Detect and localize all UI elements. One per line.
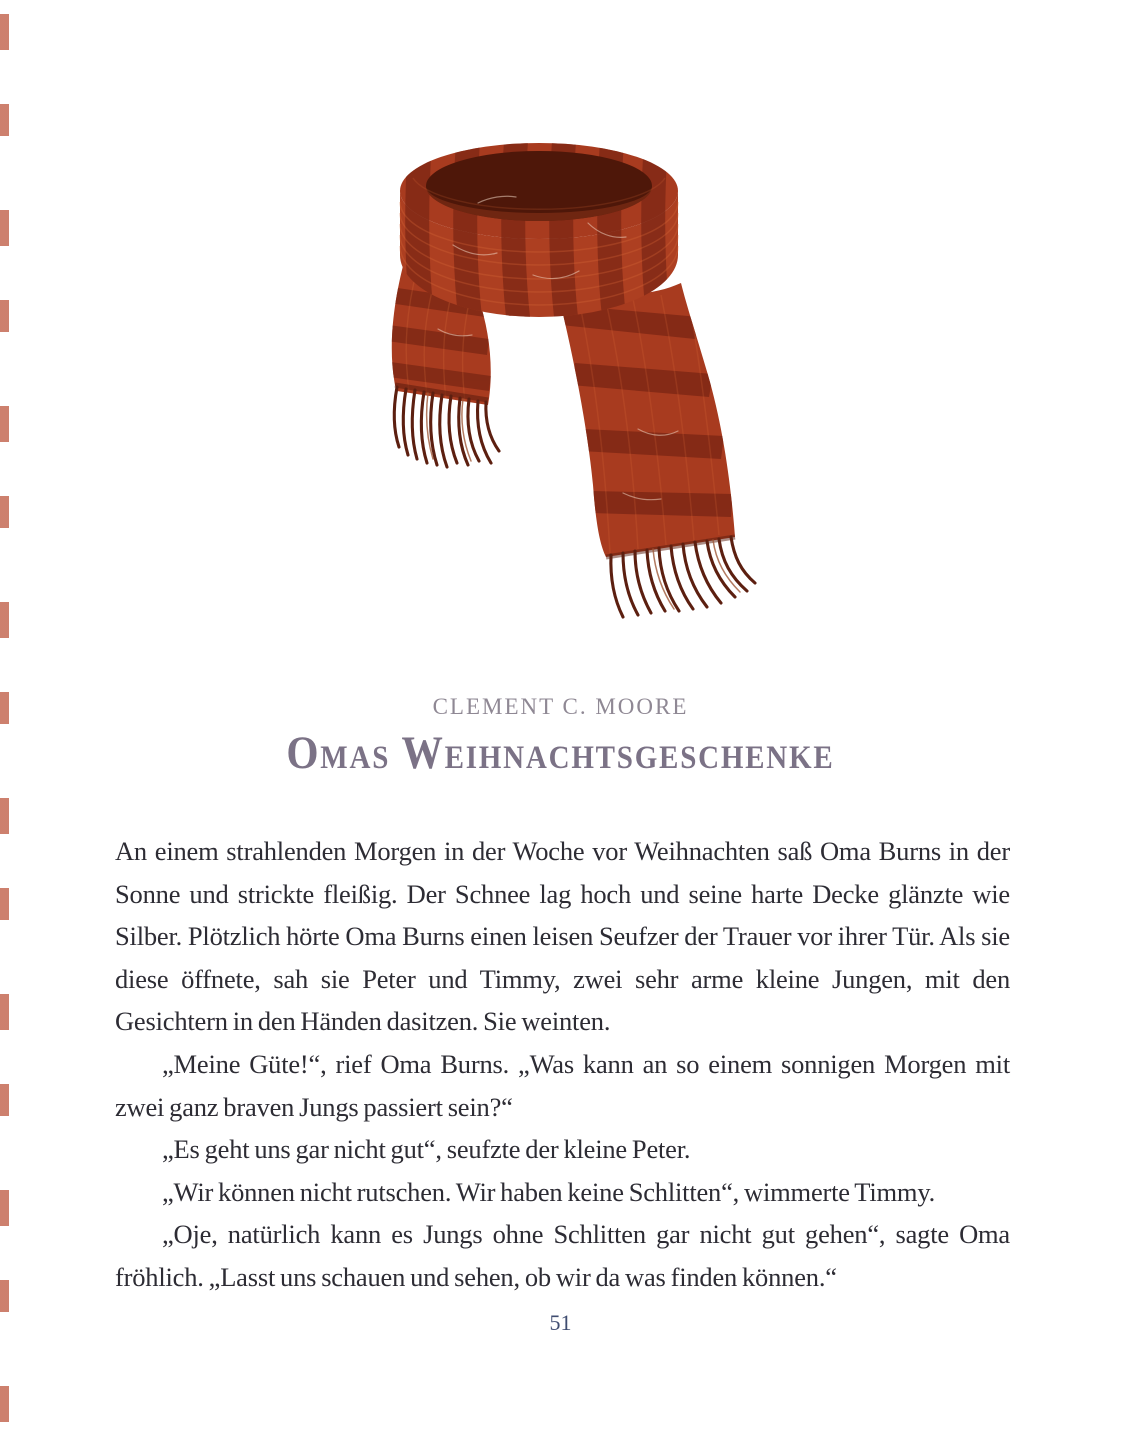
- scarf-illustration: [383, 133, 758, 633]
- story-title: [0, 720, 1121, 786]
- author-name: CLEMENT C. MOORE: [432, 694, 689, 719]
- paragraph-2: „Meine Güte!“, rief Oma Burns. „Was kann an so einem sonnigen Morgen mit zwei ganz braven Jungs passiert sein?“: [115, 1048, 1010, 1122]
- paragraph-1: An einem strahlenden Morgen in der Woche vor Weihnachten saß Oma Burns in der Sonne und strickte fleißig. Der Schnee lag hoch und seine harte Decke glänzte wie Silber. Plötzlich hörte Oma Burns einen leisen Seufzer der Trauer vor ihrer Tür. Als sie diese öffnete, sah sie Peter und Timmy, zwei sehr arme kleine Jungen, mit den Gesichtern in den Händen dasitzen. Sie weinten.: [115, 836, 1010, 1037]
- story-text: [115, 830, 1010, 1299]
- paragraph-3: „Es geht uns gar nicht gut“, seufzte der kleine Peter.: [162, 1134, 691, 1165]
- paragraph-4: „Wir können nicht rutschen. Wir haben keine Schlitten“, wimmerte Timmy.: [162, 1176, 936, 1207]
- paragraph-5: „Oje, natürlich kann es Jungs ohne Schlitten gar nicht gut gehen“, sagte Oma fröhlich. „Lasst uns schauen und sehen, ob wir da was finden können.“: [115, 1219, 1010, 1292]
- page-number: 51: [549, 1310, 572, 1335]
- knitted-scarf-image: [383, 133, 758, 633]
- story-title-text: Omas Weihnachtsgeschenke: [286, 727, 835, 779]
